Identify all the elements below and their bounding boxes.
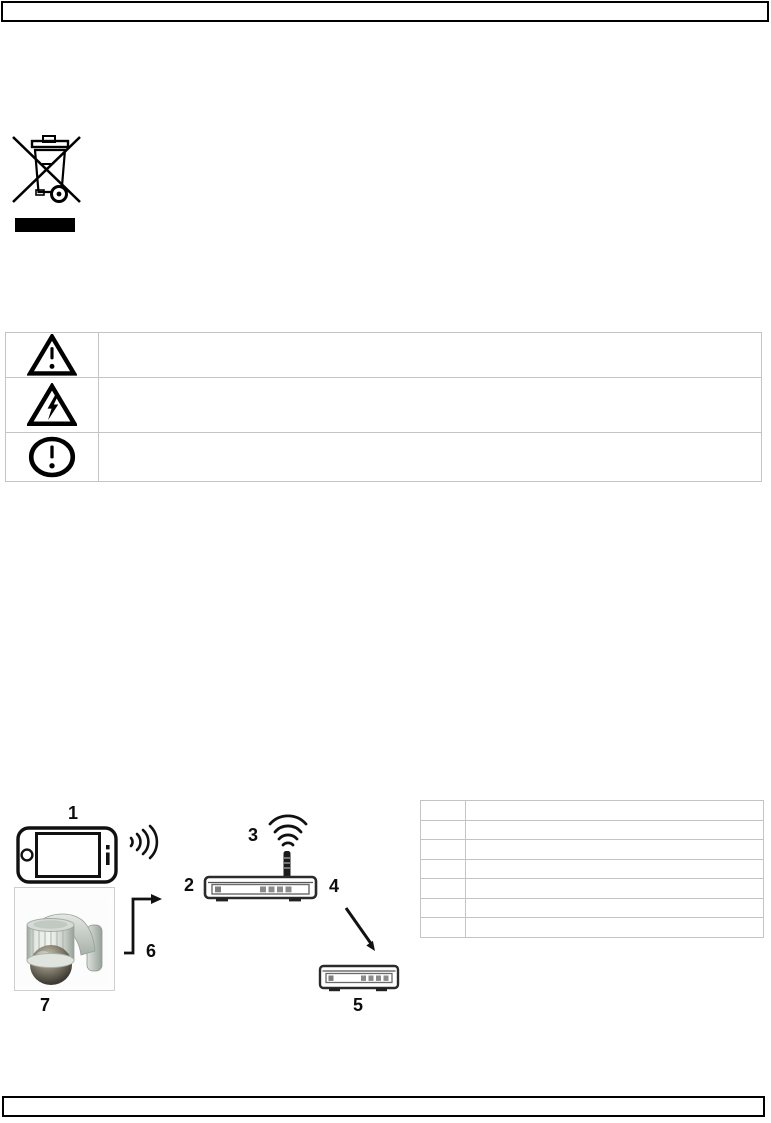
warning-row [6, 378, 762, 433]
warning-text-cell [99, 333, 762, 378]
parts-num [421, 803, 465, 817]
warning-icon-cell [6, 333, 99, 378]
high-voltage-triangle-icon [6, 383, 98, 427]
parts-desc-cell [466, 801, 764, 821]
diagram-label-camera: 7 [40, 995, 51, 1015]
ptz-camera-photo [17, 899, 107, 987]
parts-desc [466, 842, 763, 856]
weee-black-bar [15, 218, 75, 232]
parts-num-cell [421, 840, 466, 860]
parts-desc [466, 803, 763, 817]
router-wifi-icon [270, 816, 306, 845]
parts-row [421, 820, 764, 840]
wifi-waves-icon [126, 824, 162, 860]
parts-row [421, 840, 764, 860]
parts-row [421, 879, 764, 899]
parts-desc-cell [466, 898, 764, 918]
diagram-label-device: 5 [353, 995, 364, 1015]
warning-icon-cell [6, 433, 99, 482]
warning-text-cell [99, 378, 762, 433]
weee-crossed-out-bin-icon [10, 130, 84, 212]
parts-desc [466, 862, 763, 876]
parts-desc-cell [466, 918, 764, 938]
parts-num [421, 881, 465, 895]
warning-text [99, 450, 761, 464]
warning-text-cell [99, 433, 762, 482]
warning-table [5, 332, 762, 482]
parts-num-cell [421, 820, 466, 840]
parts-num-cell [421, 859, 466, 879]
warning-triangle-icon [6, 334, 98, 376]
diagram-label-router-wifi: 3 [248, 825, 259, 845]
parts-num [421, 823, 465, 837]
parts-desc-cell [466, 840, 764, 860]
parts-desc-cell [466, 859, 764, 879]
router-icon [202, 814, 322, 906]
parts-num [421, 842, 465, 856]
warning-icon-cell [6, 378, 99, 433]
footer-box [2, 1096, 765, 1117]
important-note-circle-icon [6, 435, 98, 479]
warning-row [6, 433, 762, 482]
header-box [1, 1, 769, 22]
parts-row [421, 918, 764, 938]
warning-text [99, 398, 761, 412]
parts-num-cell [421, 801, 466, 821]
parts-desc [466, 823, 763, 837]
network-device-icon [317, 963, 401, 997]
parts-num-cell [421, 898, 466, 918]
parts-num [421, 920, 465, 934]
parts-num [421, 862, 465, 876]
parts-num-cell [421, 918, 466, 938]
parts-desc [466, 901, 763, 915]
downlink-arrow-icon [341, 904, 385, 960]
diagram-label-router-right: 4 [329, 876, 340, 896]
parts-table [420, 800, 764, 938]
warning-text [99, 348, 761, 362]
parts-num-cell [421, 879, 466, 899]
diagram-label-router-left: 2 [184, 875, 195, 895]
smartphone-icon [16, 826, 118, 884]
diagram-label-link: 6 [146, 941, 157, 961]
parts-desc [466, 920, 763, 934]
parts-desc-cell [466, 879, 764, 899]
parts-row [421, 898, 764, 918]
parts-num [421, 901, 465, 915]
parts-desc-cell [466, 820, 764, 840]
parts-row [421, 801, 764, 821]
parts-desc [466, 881, 763, 895]
parts-row [421, 859, 764, 879]
warning-row [6, 333, 762, 378]
diagram-label-smartphone: 1 [68, 803, 79, 823]
camera-link-arrow-icon [123, 892, 165, 961]
